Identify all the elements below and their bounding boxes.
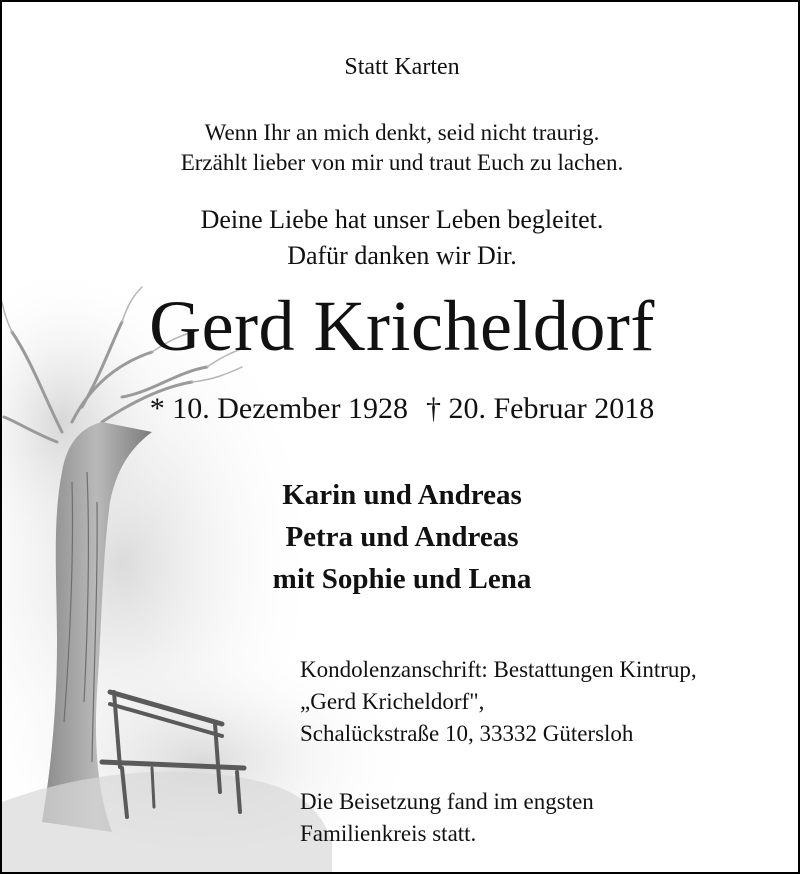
quote-line: Erzählt lieber von mir und traut Euch zu lachen. [180,150,624,175]
family-line: Karin und Andreas [282,479,522,511]
life-dates [2,390,800,428]
funeral-note [300,786,594,850]
address-line: Kondolenzanschrift: Bestattungen Kintrup, [300,657,697,682]
address-line: „Gerd Kricheldorf", [300,689,485,714]
family-names [2,474,800,600]
dedication [2,202,800,274]
family-line: Petra und Andreas [285,521,519,553]
deceased-name: Gerd Kricheldorf [149,286,655,366]
birth-date: * 10. Dezember 1928 [149,392,408,425]
address-line: Schalückstraße 10, 33332 Gütersloh [300,721,634,746]
dedication-line: Deine Liebe hat unser Leben begleitet. [200,205,604,234]
quote [2,118,800,178]
funeral-line: Familienkreis statt. [300,821,477,846]
funeral-line: Die Beisetzung fand im engsten [300,789,594,814]
condolence-address [300,654,697,750]
family-line: mit Sophie und Lena [272,563,532,595]
heading: Statt Karten [344,54,460,80]
death-date: † 20. Februar 2018 [425,392,655,425]
quote-line: Wenn Ihr an mich denkt, seid nicht traurig. [204,120,600,145]
dedication-line: Dafür danken wir Dir. [287,241,517,270]
